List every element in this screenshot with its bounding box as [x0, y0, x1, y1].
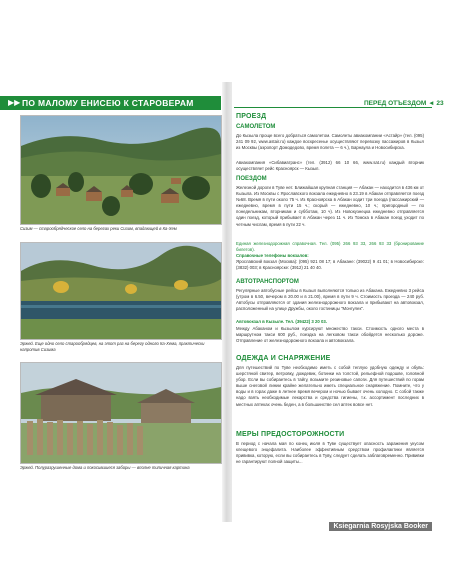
heading-poezd: ПОЕЗДОМ: [236, 176, 267, 182]
text-mery: В период с начала мая по конец июля в Туве существует опасность заражения укусом клещевого энцефалита. Наиболее эффективным средством профилактики является прививка, которую, если вы собираетесь в Туву, следует сделать заблаговременно. Прививки не гарантируют полной защиты...: [236, 441, 424, 465]
photo-caption-2: Эржей. Еще одно село старообрядцев, на этот раз на берегу одного Ка-Хема, практически напротив Сизима: [20, 341, 205, 352]
photo-sizim-village: [20, 115, 222, 225]
heading-odezhda: ОДЕЖДА И СНАРЯЖЕНИЕ: [236, 355, 331, 362]
photo-erzhey-fences: [20, 362, 222, 464]
heading-avto: АВТОТРАНСПОРТОМ: [236, 279, 299, 285]
text-taxi: Между Абаканом и Кызылом курсируют множество такси. Стоимость одного места в маршрутном такси 600 руб., поездка на легковом такси обойдется несколько дороже. Отправление от железнодорожного вокзала и автовокзала.: [236, 326, 424, 344]
text-samolet-2: Авиакомпания «Сибавиатранс» (тел. (3912) 66 10 66, www.sat.ru) каждый вторник осуществляет рейс Красноярск — Кызыл.: [236, 160, 424, 172]
text-telefony: Ярославский вокзал (Москва): (095) 921 08 17; в Абакане: (39022) 9 41 01; в Новосибирске: (3832) 003; в Красноярске: (3912) 21 40 40.: [236, 259, 424, 271]
photo-caption-3: Эржей. Полуразрушенные дома и покосившиеся заборы — вполне типичная картина: [20, 465, 190, 470]
watermark-label: Ksiegarnia Rosyjska Booker: [329, 522, 432, 531]
text-odezhda: Для путешествий по Туве необходимо иметь с собой теплую удобную одежду и обувь: шерстяной свитер, ветровку, дождевик, ботинки на толстой, рельефной подошве, головной убор. Если вы собираетесь в тайгу, возьмите резиновые сапоги. Для путешествий по горам выше снеговой линии крайне желательно иметь специальное снаряжение. Помните, что у воды и в горах даже в летнее время вечером и ночью бывает очень холодно. С собой также надо взять необходимые лекарства и средства гигиены, т.к. ассортимент последних в местных аптеках очень беден, а в большинстве сел аптек вовсе нет.: [236, 365, 424, 407]
right-header-rule: [234, 107, 432, 108]
right-running-header: ПЕРЕД ОТЪЕЗДОМ ◄ 23: [364, 100, 444, 107]
heading-proezd: ПРОЕЗД: [236, 113, 267, 120]
text-avto: Регулярные автобусные рейсы в Кызыл выполняются только из Абакана. Ежедневно 3 рейса (утром в 6.50, вечером в 20.00 и в 21.00), время в пути 9 ч. Стоимость проезда — 240 руб. Автобусы отправляются от здания железнодорожного вокзала и прибывают на автовокзал, расположенный на улице Дружбы, около гостиницы "Монгулек".: [236, 288, 424, 312]
fence-houses-image: [21, 363, 221, 463]
book-gutter: [222, 82, 232, 522]
left-section-title: ПО МАЛОМУ ЕНИСЕЮ К СТАРОВЕРАМ: [22, 98, 194, 108]
photo-erzhey-river: [20, 242, 222, 340]
heading-mery: МЕРЫ ПРЕДОСТОРОЖНОСТИ: [236, 431, 345, 438]
text-samolet: До Кызыла проще всего добраться самолетом. Самолеты авиакомпании «Астайр» (тел. (095) 241 09 92, www.astair.ru) каждое воскресенье осуществляют перевозку пассажиров в Кызыл из Москвы (аэропорт Домодедово, время полета — 6 ч.), Барнаула и Новосибирска.: [236, 133, 424, 151]
heading-samolet: САМОЛЕТОМ: [236, 124, 276, 130]
label-telefony: Справочные телефоны вокзалов:: [236, 253, 309, 258]
text-avtovokzal: Автовокзал в Кызыле. Тел. (39422) 3 20 03.: [236, 319, 327, 324]
river-landscape-image: [21, 243, 221, 339]
section-arrows-icon: ▶▶: [8, 98, 21, 107]
village-landscape-image: [21, 116, 221, 224]
text-poezd: Железной дороги в Туве нет. Ближайшая крупная станция — Абакан — находится в 436 км от Кызыла. Из Москвы с Ярославского вокзала ежедневно в 23.19 в Абакан отправляется поезд №68. Время в пути около 75 ч. Из Красноярска в Абакан ходит три поезда (пассажирский — ежедневно, время в пути 15 ч.; скорый — ежедневно, 10 ч.; пригородный — по понедельникам, вторникам и субботам, 10 ч). Из Новокузнецка ежедневно отправляется один поезд, который прибывает в Абакан через 11 ч. Из Томска в Абакан поезд уходит по четным числам, время в пути 22 ч.: [236, 185, 424, 227]
photo-caption-1: Сизим — старообрядческое село на берегах реки Сизим, впадающей в Ка-Хем: [20, 226, 177, 231]
text-spravochnaya: Единая железнодорожная справочная. Тел. (095) 266 93 33, 266 93 33 (бронирование билетов).: [236, 241, 424, 253]
